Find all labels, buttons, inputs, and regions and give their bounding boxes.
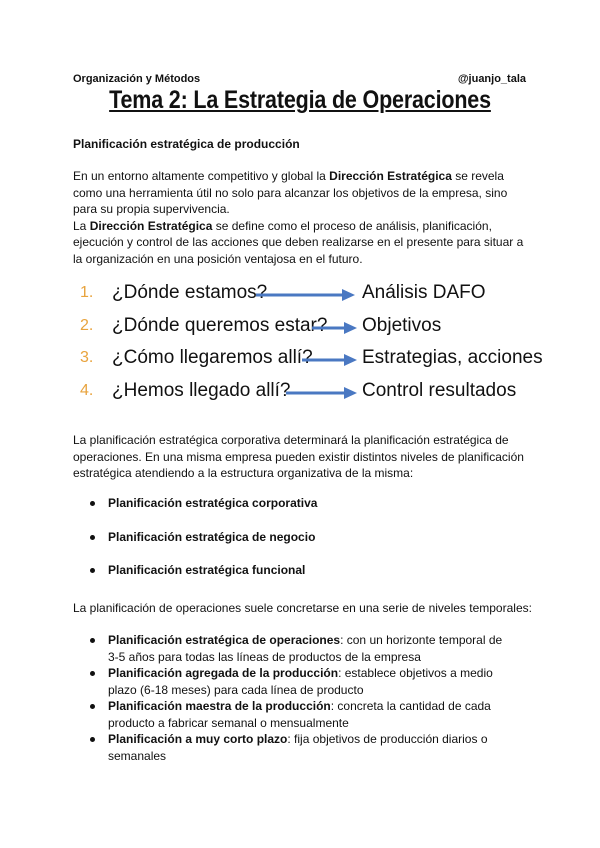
step-number: 3.: [80, 349, 94, 366]
list-item: Planificación estratégica corporativa: [90, 495, 510, 529]
list-item-title: Planificación agregada de la producción: [108, 666, 339, 680]
step-answer: Control resultados: [362, 379, 517, 401]
step-number: 1.: [80, 284, 94, 301]
step-question: ¿Dónde queremos estar?: [112, 314, 328, 336]
list-item-title: Planificación maestra de la producción: [108, 699, 331, 713]
step-number: 4.: [80, 381, 94, 399]
planning-paragraph: La planificación estratégica corporativa determinará la planificación estratégica de operaciones. En una misma empresa pueden existir distintos niveles de planificación estratégica atendiendo a la estructura organizativa de la misma:: [73, 433, 524, 480]
temporal-levels-list: [90, 632, 510, 764]
intro-text-1a: En un entorno altamente competitivo y global la: [73, 169, 330, 183]
intro-text-1b: se revela como una herramienta útil no solo para alcanzar los objetivos de la empresa, sino para su propia supervivencia.: [73, 169, 508, 216]
arrow-right-icon: [286, 380, 358, 404]
step-question: ¿Cómo llegaremos allí?: [112, 347, 313, 368]
list-item-text: : con un horizonte temporal de 3-5 años para todas las líneas de productos de la empresa: [108, 633, 503, 664]
list-item: Planificación estratégica de negocio: [90, 529, 510, 563]
list-item-text: : establece objetivos a medio plazo (6-18 meses) para cada línea de producto: [108, 666, 493, 697]
list-item-text: : concreta la cantidad de cada producto a fabricar semanal o mensualmente: [108, 699, 491, 730]
strategy-steps: [80, 282, 550, 412]
arrow-right-icon: [256, 282, 356, 306]
intro-paragraph: [73, 168, 533, 267]
header-author: @juanjo_tala: [457, 73, 526, 85]
step-row: [80, 315, 550, 348]
step-row: [80, 347, 550, 380]
page-title: Tema 2: La Estrategia de Operaciones: [109, 86, 491, 114]
list-item: [90, 665, 510, 698]
arrow-right-icon: [312, 315, 358, 339]
step-answer: Análisis DAFO: [362, 282, 486, 303]
list-item: Planificación estratégica funcional: [90, 562, 510, 596]
step-row: [80, 282, 550, 315]
planning-levels-list: [90, 495, 510, 596]
step-question: ¿Dónde estamos?: [112, 282, 268, 303]
intro-bold-2: Dirección Estratégica: [89, 218, 213, 233]
list-item-title: Planificación estratégica de operaciones: [108, 633, 341, 647]
intro-text-2b: se define como el proceso de análisis, planificación, ejecución y control de las acciones que deben realizarse en el presente para situar a la organización en una posición ventajosa en el futuro.: [73, 218, 524, 266]
list-item: [90, 731, 510, 764]
step-row: [80, 380, 550, 413]
header-subject: Organización y Métodos: [73, 73, 201, 85]
temporal-paragraph: La planificación de operaciones suele concretarse en una serie de niveles temporales:: [73, 601, 532, 615]
step-question: ¿Hemos llegado allí?: [112, 379, 291, 401]
list-item-title: Planificación a muy corto plazo: [108, 732, 288, 746]
intro-text-2a: La: [73, 218, 90, 233]
arrow-right-icon: [302, 347, 358, 371]
list-item-text: : fija objetivos de producción diarios o semanales: [108, 732, 488, 763]
list-item: [90, 632, 510, 665]
section-subtitle: Planificación estratégica de producción: [73, 137, 300, 151]
intro-bold-1: Dirección Estratégica: [329, 169, 452, 183]
step-answer: Estrategias, acciones: [362, 347, 543, 368]
step-answer: Objetivos: [362, 314, 442, 336]
list-item: [90, 698, 510, 731]
step-number: 2.: [80, 316, 94, 334]
